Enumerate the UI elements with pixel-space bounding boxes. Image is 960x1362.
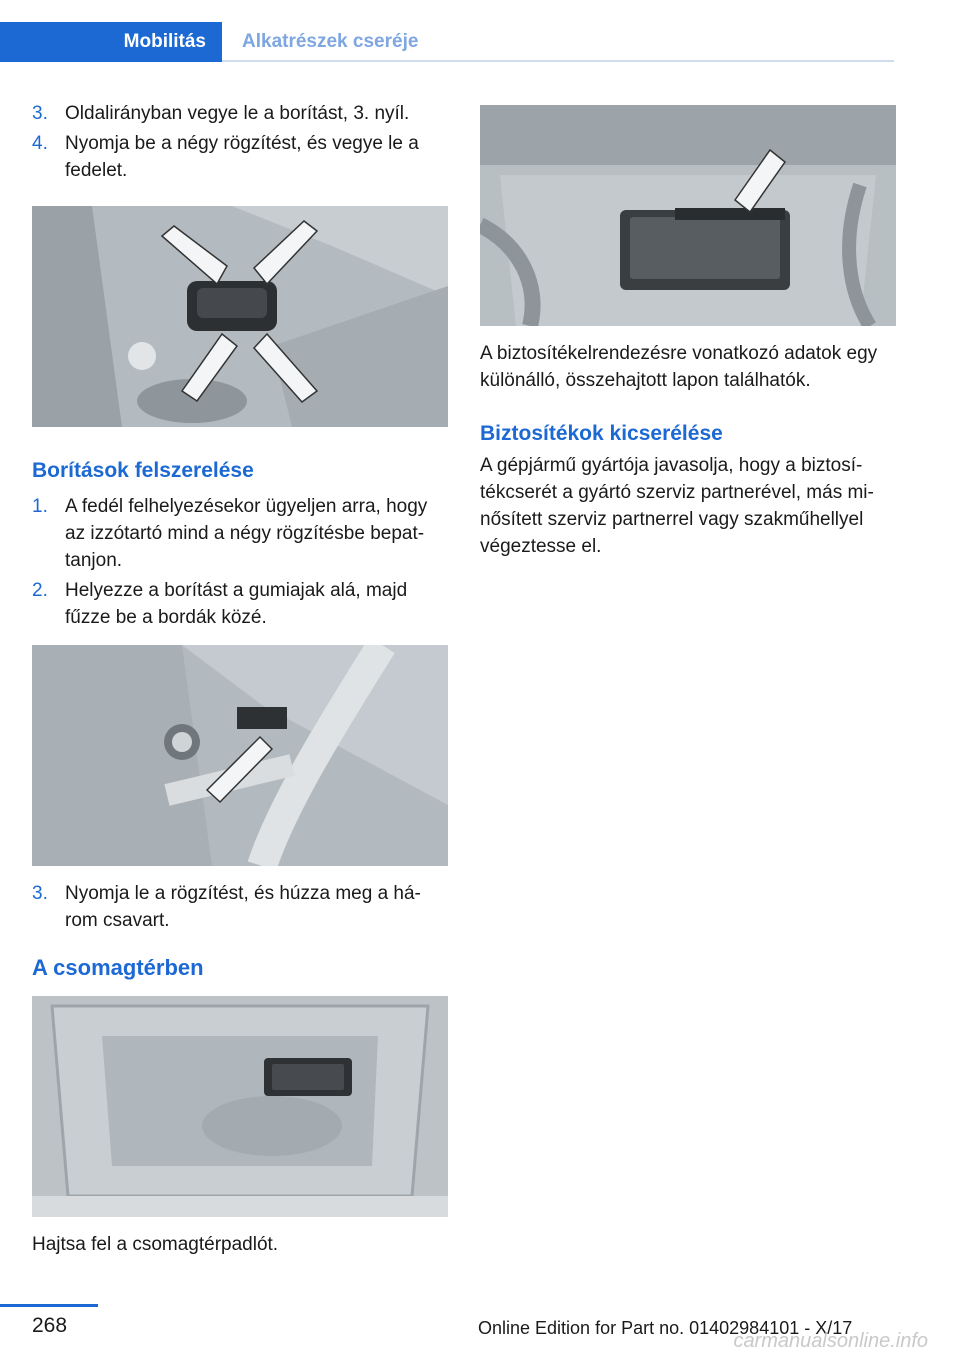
right-column	[480, 105, 896, 560]
subsection-tab	[242, 22, 418, 62]
step-number: 2.	[32, 580, 48, 601]
page-number: 268	[32, 1314, 68, 1337]
page-header	[0, 0, 960, 62]
step-1b	[32, 493, 448, 574]
section-label: Mobilitás	[123, 31, 206, 52]
fuse-info-text: A biztosítékelrendezésre vonatkozó adatok egy különálló, összehajtott lapon találhatók.	[480, 343, 878, 391]
step-text: A fedél felhelyezésekor ügyeljen arra, hogy az izzótartó mind a négy rögzítésbe bepat‐tanjon.	[65, 496, 428, 571]
step-3a	[32, 100, 448, 127]
step-text: Nyomja be a négy rögzítést, és vegye le a fedelet.	[65, 133, 419, 181]
photo-cover-clip	[32, 645, 448, 866]
heading-replace: Biztosítékok kicserélése	[480, 422, 723, 445]
edition-text: Online Edition for Part no. 01402984101 - X/17	[478, 1318, 853, 1338]
step-number: 4.	[32, 133, 48, 154]
left-column	[32, 100, 448, 1258]
step-text: Helyezze a borítást a gumiajak alá, majd fűzze be a bordák közé.	[65, 580, 408, 628]
step-text: Nyomja le a rögzítést, és húzza meg a há‐rom csavart.	[65, 883, 421, 931]
heading-trunk: A csomagtérben	[32, 955, 204, 980]
step-2b	[32, 577, 448, 631]
step-4a	[32, 130, 448, 184]
cover-clip-illustration	[32, 645, 448, 866]
step-number: 1.	[32, 496, 48, 517]
fuse-box-illustration	[480, 105, 896, 326]
photo-trunk	[32, 996, 448, 1217]
step-number: 3.	[32, 103, 48, 124]
replace-text: A gépjármű gyártója javasolja, hogy a biztosí‐tékcserét a gyártó szerviz partnerével, más mi‐nősített szerviz partnerrel vagy szakműhellyel végeztesse el.	[480, 455, 874, 557]
section-tab	[0, 22, 222, 62]
step-text: Oldalirányban vegye le a borítást, 3. nyíl.	[65, 103, 410, 124]
step-3c	[32, 880, 448, 934]
header-divider	[222, 60, 894, 62]
trunk-illustration	[32, 996, 448, 1217]
photo-fuse-box	[480, 105, 896, 326]
subsection-label: Alkatrészek cseréje	[242, 31, 419, 52]
trunk-caption: Hajtsa fel a csomagtérpadlót.	[32, 1234, 279, 1255]
page-number-rule	[0, 1304, 98, 1307]
cover-fasteners-illustration	[32, 206, 448, 427]
step-number: 3.	[32, 883, 48, 904]
watermark: carmanualsonline.info	[733, 1330, 928, 1352]
heading-covers: Borítások felszerelése	[32, 459, 254, 482]
photo-cover-fasteners	[32, 206, 448, 427]
